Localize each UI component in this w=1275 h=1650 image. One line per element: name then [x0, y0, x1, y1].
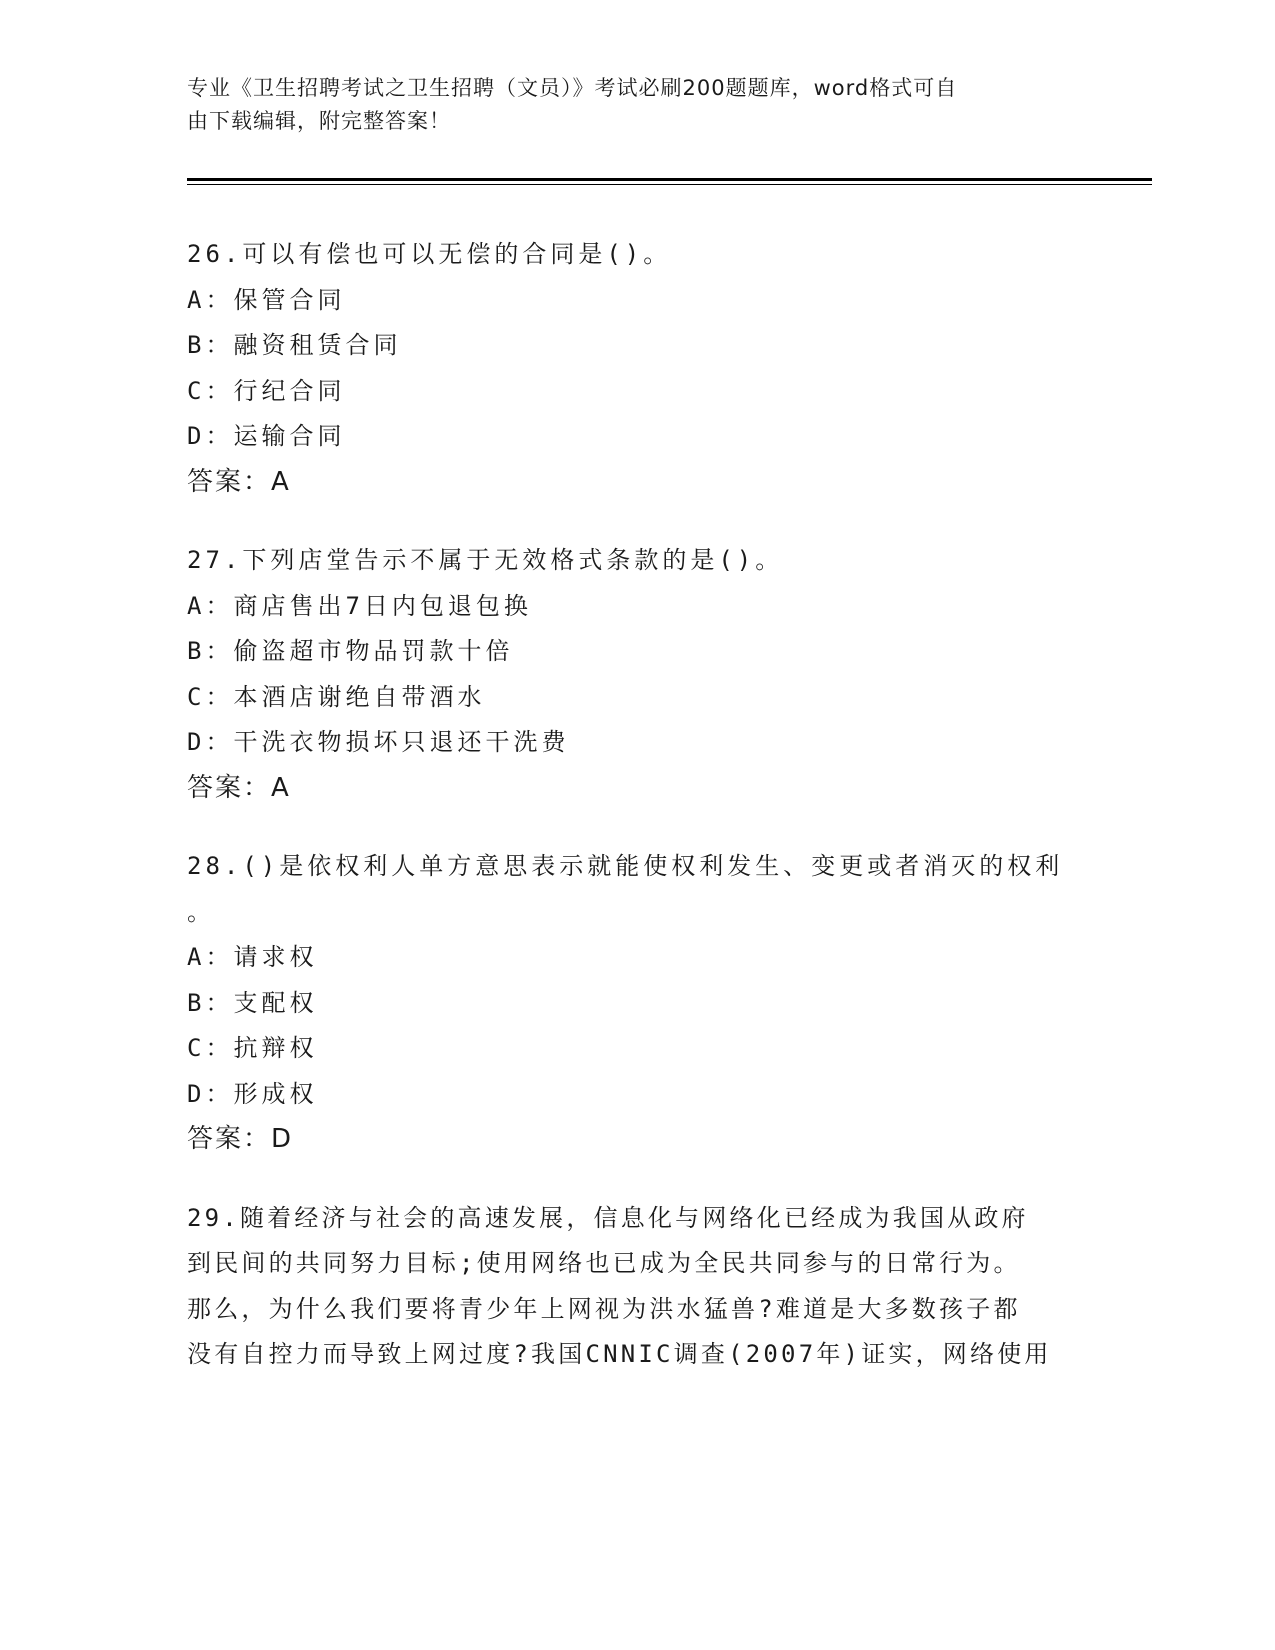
header-divider-thick — [187, 178, 1152, 181]
header-divider-thin — [187, 184, 1152, 185]
header-line-1: 专业《卫生招聘考试之卫生招聘（文员）》考试必刷200题题库，word格式可自 — [187, 76, 958, 100]
answer-line: 答案：D — [187, 1124, 294, 1154]
option-b: B：融资租赁合同 — [187, 331, 402, 359]
option-a: A：请求权 — [187, 943, 318, 971]
header-line-2: 由下载编辑，附完整答案！ — [187, 109, 451, 133]
question-stem: 27.下列店堂告示不属于无效格式条款的是()。 — [187, 546, 784, 574]
option-c: C：本酒店谢绝自带酒水 — [187, 682, 486, 711]
option-b: B：支配权 — [187, 988, 318, 1017]
option-c: C：行纪合同 — [187, 376, 346, 405]
passage-line: 那么，为什么我们要将青少年上网视为洪水猛兽?难道是大多数孩子都 — [187, 1294, 1021, 1323]
option-d: D：形成权 — [187, 1079, 318, 1108]
option-d: D：干洗衣物损坏只退还干洗费 — [187, 728, 570, 756]
question-27 — [187, 538, 1087, 811]
question-26 — [187, 232, 1087, 505]
option-c: C：抗辩权 — [187, 1034, 318, 1062]
answer-line: 答案：A — [187, 772, 291, 803]
option-a: A：保管合同 — [187, 285, 346, 314]
option-b: B：偷盗超市物品罚款十倍 — [187, 637, 514, 665]
document-header — [187, 72, 1087, 138]
option-a: A：商店售出7日内包退包换 — [187, 591, 532, 620]
question-stem: 28.()是依权利人单方意思表示就能使权利发生、变更或者消灭的权利 — [187, 852, 1064, 880]
option-d: D：运输合同 — [187, 422, 346, 450]
passage-line: 到民间的共同努力目标;使用网络也已成为全民共同参与的日常行为。 — [187, 1249, 1021, 1277]
question-29 — [187, 1196, 1087, 1378]
answer-line: 答案：A — [187, 466, 291, 497]
passage-line: 没有自控力而导致上网过度?我国CNNIC调查(2007年)证实，网络使用 — [187, 1340, 1052, 1368]
question-list — [187, 232, 1087, 1411]
question-stem-continuation: 。 — [187, 897, 215, 926]
passage-line: 29.随着经济与社会的高速发展，信息化与网络化已经成为我国从政府 — [187, 1203, 1029, 1232]
question-stem: 26.可以有偿也可以无偿的合同是()。 — [187, 240, 672, 268]
question-28 — [187, 844, 1087, 1163]
